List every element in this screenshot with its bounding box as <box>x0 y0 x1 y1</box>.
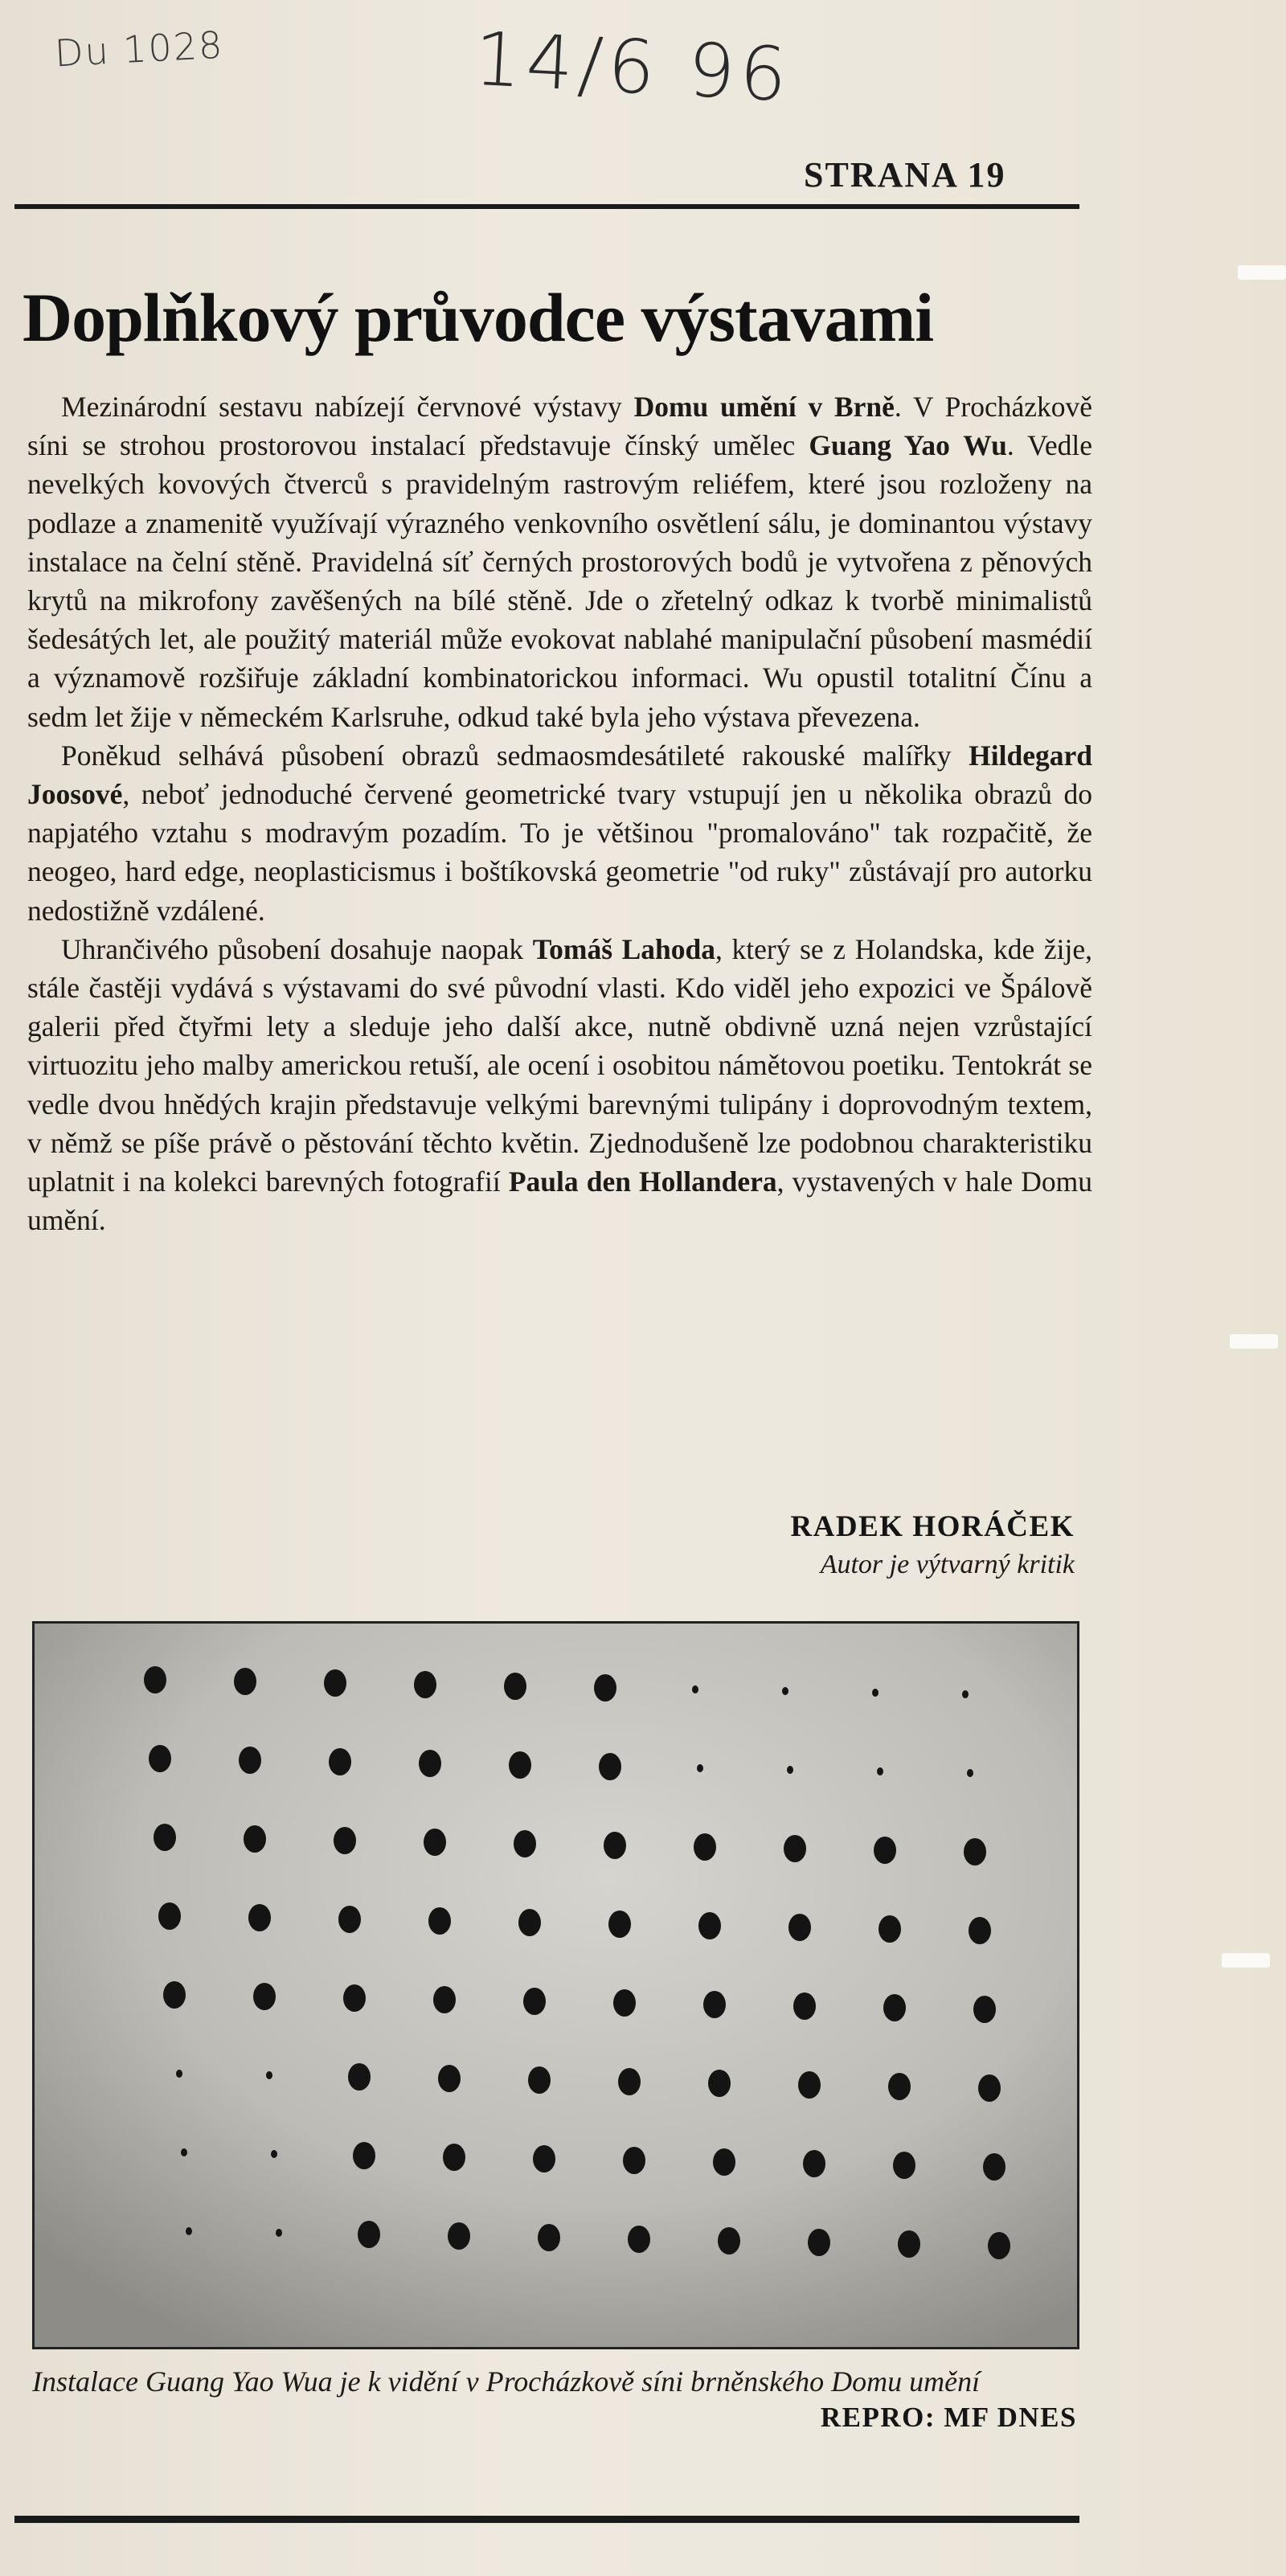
installation-dot <box>787 1766 793 1774</box>
installation-dot <box>604 1832 626 1859</box>
installation-dot <box>628 2226 650 2253</box>
installation-dot <box>784 1835 806 1862</box>
installation-dot <box>883 1994 906 2021</box>
installation-dot <box>414 1671 436 1698</box>
photo-caption-text: Instalace Guang Yao Wua je k vidění v Procházkově síni brněnského Domu umění <box>32 2365 981 2398</box>
installation-dot <box>253 1983 276 2010</box>
installation-dot <box>608 1910 631 1938</box>
installation-dot <box>793 1992 816 2020</box>
installation-dot <box>518 1909 541 1936</box>
dot-grid-installation-icon <box>35 1624 1077 2347</box>
installation-dot <box>618 2068 641 2095</box>
installation-dot <box>964 1838 986 1865</box>
installation-dot <box>509 1751 531 1779</box>
installation-dot <box>271 2150 277 2158</box>
installation-dot <box>144 1666 166 1693</box>
handwritten-archive-id: Du 1028 <box>53 23 225 76</box>
installation-dot <box>893 2152 915 2179</box>
installation-dot <box>234 1668 256 1695</box>
installation-dot <box>424 1829 446 1856</box>
installation-dot <box>697 1764 703 1772</box>
installation-dot <box>176 2070 182 2078</box>
installation-dot <box>703 1991 726 2018</box>
installation-dot <box>348 2063 371 2091</box>
installation-dot <box>358 2221 380 2248</box>
bottom-rule-divider <box>14 2516 1079 2523</box>
installation-dot <box>443 2144 465 2171</box>
installation-dot <box>239 1747 261 1774</box>
installation-dot <box>533 2145 555 2173</box>
installation-dot <box>419 1750 441 1777</box>
installation-dot <box>788 1914 811 1941</box>
installation-dot <box>623 2147 645 2174</box>
installation-dot <box>334 1827 356 1854</box>
installation-dot <box>803 2150 825 2177</box>
installation-dot <box>874 1837 896 1864</box>
article-body <box>27 387 1092 1239</box>
paragraph-text: , neboť jednoduché červené geometrické tvary vstupují jen u několika obrazů do napjatého vztahu s modravým pozadím. To je většinou "promalováno" tak rozpačitě, že neogeo, hard edge, neoplasticismus i boštíkovská geometrie "od ruky" zůstávají pro autorku nedostižně vzdálené. <box>27 778 1092 927</box>
installation-dot <box>149 1745 171 1772</box>
page-number-label: STRANA 19 <box>804 155 1006 195</box>
installation-dot <box>181 2148 187 2156</box>
scan-edge-mark <box>1238 265 1286 280</box>
installation-dot <box>504 1673 526 1700</box>
photo-credit: REPRO: MF DNES <box>820 2402 1077 2433</box>
photo-caption <box>32 2361 1077 2402</box>
installation-dot <box>698 1912 721 1939</box>
installation-dot <box>978 2074 1001 2102</box>
installation-dot <box>338 1906 361 1933</box>
installation-dot <box>163 1981 186 2009</box>
installation-dot <box>969 1917 991 1944</box>
installation-dot <box>329 1748 351 1775</box>
installation-dot <box>898 2230 920 2258</box>
installation-dot <box>872 1689 878 1697</box>
installation-dot <box>594 1674 616 1702</box>
author-role: Autor je výtvarný kritik <box>820 1550 1075 1579</box>
installation-dot <box>967 1769 973 1777</box>
installation-photo <box>32 1621 1079 2349</box>
installation-dot <box>514 1830 536 1857</box>
installation-dot <box>266 2071 272 2079</box>
installation-dot <box>438 2065 461 2092</box>
author-name: RADEK HORÁČEK <box>790 1510 1075 1543</box>
installation-dot <box>694 1833 716 1861</box>
installation-dot <box>324 1669 346 1697</box>
installation-dot <box>244 1825 266 1853</box>
bold-name: Tomáš Lahoda <box>532 932 716 965</box>
installation-dot <box>186 2227 192 2235</box>
top-rule-divider <box>14 204 1079 209</box>
installation-dot <box>523 1988 546 2015</box>
installation-dot <box>248 1904 271 1931</box>
paragraph-text: Poněkud selhává působení obrazů sedmaosmdesátileté rakouské malířky <box>61 739 969 772</box>
paragraph-text: Mezinárodní sestavu nabízejí červnové výstavy <box>61 391 634 423</box>
installation-dot <box>973 1996 996 2023</box>
installation-dot <box>782 1687 788 1695</box>
installation-dot <box>708 2070 731 2097</box>
installation-dot <box>528 2066 551 2094</box>
installation-dot <box>433 1986 456 2013</box>
paragraph-text: . V Procházkově síni se strohou prostorovou instalací představuje čínský umělec <box>27 391 1092 462</box>
installation-dot <box>613 1989 636 2017</box>
installation-dot <box>718 2227 740 2255</box>
article-headline: Doplňkový průvodce výstavami <box>23 279 934 356</box>
installation-dot <box>962 1690 969 1698</box>
installation-dot <box>808 2229 830 2256</box>
installation-dot <box>276 2229 282 2237</box>
paragraph-text: . Vedle nevelkých kovových čtverců s pravidelným rastrovým reliéfem, které jsou rozloženy na podlaze a znamenitě využívají výrazného venkovního osvětlení sálu, je dominantou výstavy instalace na čelní stěně. Pravidelná síť černých prostorových bodů je vytvořena z pěnových krytů na mikrofony zavěšených na bílé stěně. Jde o zřetelný odkaz k tvorbě minimalistů šedesátých let, ale použitý materiál může evokovat nablahé manipulační působení masmédií a významově rozšiřuje základní kombinatorickou informaci. Wu opustil totalitní Čínu a sedm let žije v německém Karlsruhe, odkud také byla jeho výstava převezena. <box>27 429 1092 733</box>
handwritten-date: 14/6 96 <box>472 15 794 119</box>
bold-name: Paula den Hollandera <box>508 1165 777 1198</box>
installation-dot <box>154 1824 176 1851</box>
installation-dot <box>983 2153 1005 2181</box>
scan-edge-mark <box>1230 1334 1278 1349</box>
paragraph-text: Uhrančivého působení dosahuje naopak <box>61 932 533 965</box>
installation-dot <box>877 1767 883 1775</box>
article-paragraph <box>27 736 1092 930</box>
article-paragraph <box>27 387 1092 736</box>
bold-name: Guang Yao Wu <box>809 429 1007 462</box>
installation-dot <box>888 2073 911 2100</box>
installation-dot <box>713 2148 735 2176</box>
paragraph-text: , vystavených v hale Domu umění. <box>27 1165 1093 1237</box>
installation-dot <box>343 1984 366 2012</box>
article-paragraph <box>27 930 1092 1240</box>
installation-dot <box>448 2222 470 2250</box>
paragraph-text: , který se z Holandska, kde žije, stále častěji vydává s výstavami do své původní vlasti. Kdo viděl jeho expozici ve Špálově galerii před čtyřmi lety a sleduje jeho další akce, nutně obdivně uzná nejen vzrůstající virtuozitu jeho malby americkou retuší, ale ocení i osobitou námětovou poetiku. Tentokrát se vedle dvou hnědých krajin představuje velkými barevnými tulipány i doprovodným textem, v němž se píše právě o pěstování těchto květin. Zjednodušeně lze podobnou charakteristiku uplatnit i na kolekci barevných fotografií <box>27 932 1092 1198</box>
scan-edge-mark <box>1222 1953 1270 1968</box>
installation-dot <box>988 2232 1010 2259</box>
bold-name: Hildegard Joosové <box>27 739 1092 811</box>
installation-dot <box>599 1753 621 1780</box>
installation-dot <box>692 1685 698 1693</box>
installation-dot <box>878 1915 901 1943</box>
bold-name: Domu umění v Brně <box>633 391 895 423</box>
installation-dot <box>353 2142 375 2169</box>
installation-dot <box>158 1902 181 1930</box>
installation-dot <box>798 2071 821 2099</box>
installation-dot <box>538 2224 560 2251</box>
installation-dot <box>428 1907 451 1935</box>
